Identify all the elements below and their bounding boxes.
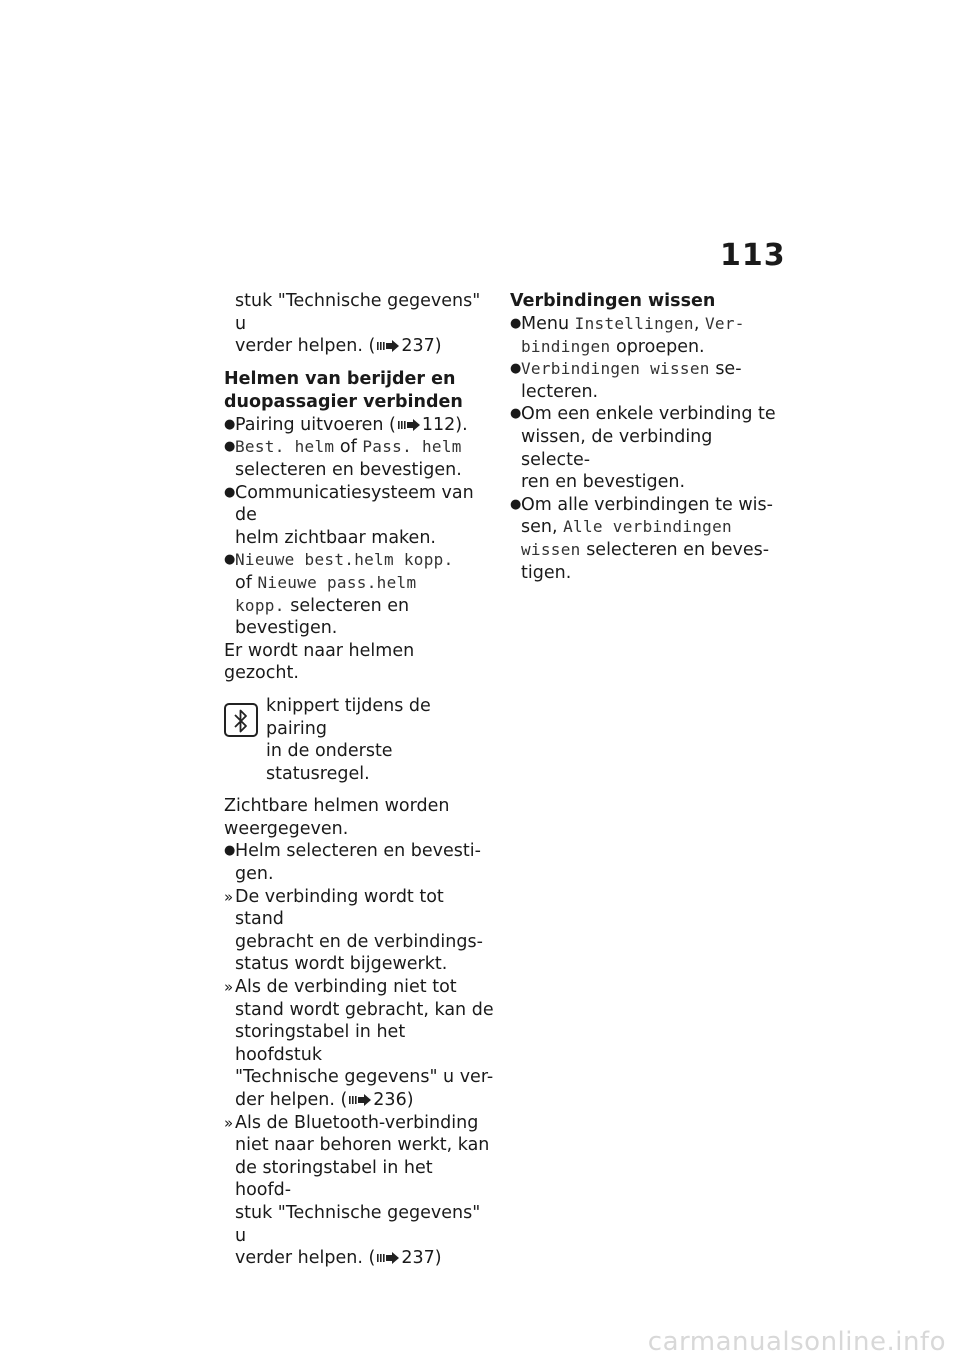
status-text: Er wordt naar helmen gezocht.: [224, 640, 415, 684]
page-reference[interactable]: ( 237): [368, 336, 442, 357]
bullet-icon: ●: [224, 843, 236, 859]
item-text: of: [339, 437, 357, 458]
notice-text: in de onderste statusregel.: [266, 741, 393, 784]
reference-page: 237): [401, 336, 442, 357]
right-column: [510, 290, 780, 584]
bullet-icon: ●: [510, 316, 522, 331]
page-number: 113: [720, 238, 786, 273]
result-item: [224, 1112, 494, 1270]
item-text: stand wordt gebracht, kan de: [235, 999, 494, 1020]
notice-text: knippert tijdens de pairing: [266, 695, 431, 739]
item-text: status wordt bijgewerkt.: [235, 954, 448, 975]
list-item: [510, 313, 780, 358]
page-reference[interactable]: ( 237): [368, 1248, 442, 1269]
page-reference[interactable]: [396, 415, 468, 435]
item-text: De verbinding wordt tot stand: [235, 886, 444, 930]
paragraph-text: Zichtbare helmen worden: [224, 796, 450, 817]
reference-arrow-icon: [398, 419, 420, 431]
result-item: [224, 976, 494, 1112]
item-text: selecteren en bevestigen.: [235, 459, 462, 480]
item-text: lecteren.: [521, 381, 599, 402]
menu-option: Instellingen: [574, 314, 694, 333]
item-text: de storingstabel in het hoofd-: [235, 1157, 433, 1201]
reference-arrow-icon: [377, 1252, 399, 1264]
bullet-icon: ●: [510, 361, 522, 377]
intro-line: stuk "Technische gegevens" u: [235, 291, 481, 334]
menu-option: kopp.: [235, 595, 285, 615]
item-text: gen.: [235, 864, 274, 885]
list-item: [224, 436, 494, 481]
heading-line: duopassagier verbinden: [224, 391, 463, 412]
bullet-icon: ●: [224, 416, 236, 432]
menu-option: bindingen: [521, 336, 611, 356]
page-reference[interactable]: ( 236): [340, 1090, 414, 1110]
item-text: Om een enkele verbinding te: [521, 404, 776, 425]
bluetooth-notice: [224, 695, 494, 785]
list-item: [224, 549, 494, 639]
result-arrow-icon: »: [224, 887, 234, 906]
menu-option: wissen: [521, 539, 581, 559]
item-text: helm zichtbaar maken.: [235, 527, 436, 548]
item-text: sen,: [521, 517, 558, 538]
bullet-icon: ●: [224, 552, 236, 568]
result-item: [224, 886, 494, 976]
item-text: of: [235, 572, 252, 593]
item-text: oproepen.: [615, 336, 705, 357]
item-text: storingstabel in het hoofdstuk: [235, 1022, 406, 1065]
menu-option: Nieuwe best.helm kopp.: [235, 550, 454, 570]
item-text: der helpen.: [235, 1090, 335, 1110]
reference-arrow-icon: [349, 1094, 371, 1106]
item-text: bevestigen.: [235, 618, 338, 639]
item-text: wissen, de verbinding selecte-: [521, 426, 713, 470]
menu-option: Ver-: [705, 314, 745, 333]
left-column: [224, 290, 494, 1270]
item-text: stuk "Technische gegevens" u: [235, 1202, 481, 1246]
intro-paragraph: [224, 290, 494, 358]
item-text: verder helpen.: [235, 1248, 363, 1269]
paragraph-text: weergegeven.: [224, 818, 349, 839]
menu-option: Verbindingen wissen: [521, 359, 710, 379]
menu-option: Best. helm: [235, 437, 335, 457]
menu-option: Nieuwe pass.helm: [257, 572, 417, 592]
list-item: [510, 358, 780, 403]
reference-page: 237): [401, 1248, 442, 1269]
item-text: Pairing uitvoeren (: [235, 414, 396, 435]
list-item: [510, 494, 780, 584]
reference-page: 236): [373, 1090, 414, 1110]
menu-option: Alle verbindingen: [563, 517, 732, 537]
item-text: ren en bevestigen.: [521, 472, 686, 493]
list-item: [510, 403, 780, 493]
result-arrow-icon: »: [224, 1113, 234, 1132]
intro-line: [235, 335, 494, 358]
bullet-icon: ●: [510, 406, 522, 422]
bullet-icon: ●: [224, 484, 236, 500]
section-heading: Verbindingen wissen: [510, 291, 716, 311]
item-text: niet naar behoren werkt, kan: [235, 1135, 490, 1156]
item-text: selecteren en: [290, 595, 410, 616]
menu-option: Pass. helm: [362, 437, 462, 457]
result-arrow-icon: »: [224, 978, 234, 997]
list-item: [224, 840, 494, 885]
item-text: tigen.: [521, 562, 572, 583]
watermark: carmanualsonline.info: [647, 1327, 946, 1357]
item-text: Helm selecteren en bevesti-: [235, 841, 481, 862]
bullet-icon: ●: [510, 496, 522, 512]
intro-text: verder helpen.: [235, 336, 363, 357]
list-item: [224, 482, 494, 550]
item-text: se-: [715, 359, 742, 380]
reference-page: 112).: [421, 414, 468, 435]
heading-line: Helmen van berijder en: [224, 368, 456, 389]
bluetooth-icon: [224, 703, 258, 737]
item-text: Als de verbinding niet tot: [235, 977, 457, 998]
bullet-icon: ●: [224, 439, 236, 455]
section-heading: [224, 368, 494, 414]
item-text: Als de Bluetooth-verbinding: [235, 1112, 479, 1133]
reference-arrow-icon: [377, 340, 399, 352]
item-text: "Technische gegevens" u ver-: [235, 1067, 494, 1088]
item-text: selecteren en beves-: [586, 539, 770, 560]
list-item: [224, 414, 494, 437]
item-text: Menu: [521, 314, 570, 334]
item-text: ,: [693, 314, 700, 334]
item-text: gebracht en de verbindings-: [235, 931, 483, 952]
item-text: Om alle verbindingen te wis-: [521, 494, 773, 515]
item-text: Communicatiesysteem van de: [235, 482, 474, 526]
